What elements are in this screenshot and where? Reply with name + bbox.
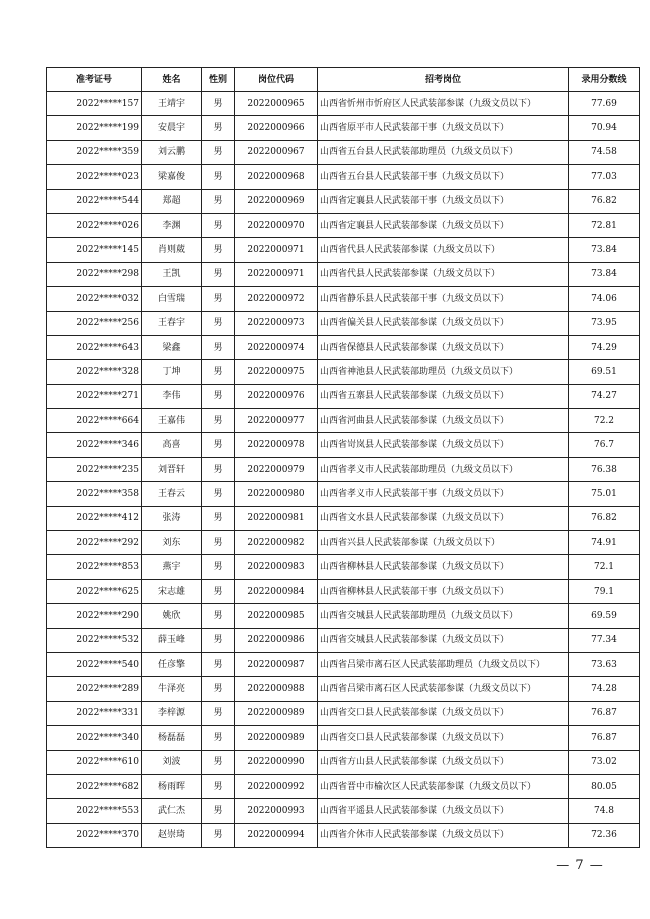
cell-position-code: 2022000993 xyxy=(235,799,318,823)
cell-exam-id: 2022*****157 xyxy=(47,92,142,116)
cell-position: 山西省柳林县人民武装部参谋（九级文员以下） xyxy=(318,555,569,579)
cell-name: 王嘉伟 xyxy=(142,409,202,433)
cell-name: 安晨宇 xyxy=(142,116,202,140)
cell-position: 山西省代县人民武装部参谋（九级文员以下） xyxy=(318,238,569,262)
cell-gender: 男 xyxy=(202,433,235,457)
cell-name: 刘云鹏 xyxy=(142,140,202,164)
cell-score: 75.01 xyxy=(569,482,640,506)
cell-score: 73.84 xyxy=(569,262,640,286)
cell-position-code: 2022000984 xyxy=(235,579,318,603)
cell-position-code: 2022000977 xyxy=(235,409,318,433)
cell-position: 山西省柳林县人民武装部干事（九级文员以下） xyxy=(318,579,569,603)
cell-score: 72.36 xyxy=(569,823,640,847)
cell-exam-id: 2022*****235 xyxy=(47,457,142,481)
cell-name: 郑超 xyxy=(142,189,202,213)
cell-position: 山西省交口县人民武装部参谋（九级文员以下） xyxy=(318,701,569,725)
cell-exam-id: 2022*****271 xyxy=(47,384,142,408)
cell-name: 赵崇琦 xyxy=(142,823,202,847)
cell-name: 姚欣 xyxy=(142,604,202,628)
cell-position-code: 2022000980 xyxy=(235,482,318,506)
table-row xyxy=(47,823,640,847)
cell-position-code: 2022000968 xyxy=(235,165,318,189)
cell-position-code: 2022000988 xyxy=(235,677,318,701)
table-header-row xyxy=(47,68,640,92)
cell-position-code: 2022000966 xyxy=(235,116,318,140)
cell-score: 72.1 xyxy=(569,555,640,579)
table-row xyxy=(47,433,640,457)
cell-name: 牛泽亮 xyxy=(142,677,202,701)
cell-exam-id: 2022*****682 xyxy=(47,774,142,798)
cell-position: 山西省交口县人民武装部参谋（九级文员以下） xyxy=(318,726,569,750)
cell-position: 山西省方山县人民武装部参谋（九级文员以下） xyxy=(318,750,569,774)
cell-gender: 男 xyxy=(202,726,235,750)
table-row xyxy=(47,92,640,116)
cell-gender: 男 xyxy=(202,482,235,506)
cell-score: 76.82 xyxy=(569,506,640,530)
cell-exam-id: 2022*****328 xyxy=(47,360,142,384)
cell-position-code: 2022000990 xyxy=(235,750,318,774)
cell-exam-id: 2022*****664 xyxy=(47,409,142,433)
cell-name: 燕宇 xyxy=(142,555,202,579)
cell-exam-id: 2022*****643 xyxy=(47,335,142,359)
table-row xyxy=(47,140,640,164)
cell-gender: 男 xyxy=(202,409,235,433)
cell-exam-id: 2022*****358 xyxy=(47,482,142,506)
cell-score: 77.03 xyxy=(569,165,640,189)
cell-position-code: 2022000973 xyxy=(235,311,318,335)
score-table xyxy=(46,67,640,848)
cell-position: 山西省河曲县人民武装部参谋（九级文员以下） xyxy=(318,409,569,433)
cell-exam-id: 2022*****610 xyxy=(47,750,142,774)
header-position-code: 岗位代码 xyxy=(235,68,318,92)
cell-score: 74.27 xyxy=(569,384,640,408)
table-row xyxy=(47,482,640,506)
cell-exam-id: 2022*****298 xyxy=(47,262,142,286)
table-row xyxy=(47,677,640,701)
cell-gender: 男 xyxy=(202,335,235,359)
cell-score: 74.29 xyxy=(569,335,640,359)
cell-exam-id: 2022*****544 xyxy=(47,189,142,213)
cell-gender: 男 xyxy=(202,360,235,384)
cell-score: 76.87 xyxy=(569,701,640,725)
cell-position-code: 2022000983 xyxy=(235,555,318,579)
cell-name: 薛玉峰 xyxy=(142,628,202,652)
cell-position: 山西省五台县人民武装部助理员（九级文员以下） xyxy=(318,140,569,164)
table-row xyxy=(47,774,640,798)
cell-gender: 男 xyxy=(202,677,235,701)
cell-score: 79.1 xyxy=(569,579,640,603)
cell-exam-id: 2022*****289 xyxy=(47,677,142,701)
cell-position-code: 2022000981 xyxy=(235,506,318,530)
header-score: 录用分数线 xyxy=(569,68,640,92)
header-gender: 性别 xyxy=(202,68,235,92)
cell-exam-id: 2022*****346 xyxy=(47,433,142,457)
table-row xyxy=(47,701,640,725)
cell-gender: 男 xyxy=(202,579,235,603)
cell-score: 74.91 xyxy=(569,531,640,555)
cell-gender: 男 xyxy=(202,116,235,140)
cell-exam-id: 2022*****370 xyxy=(47,823,142,847)
cell-position-code: 2022000986 xyxy=(235,628,318,652)
cell-gender: 男 xyxy=(202,701,235,725)
cell-position: 山西省吕梁市离石区人民武装部参谋（九级文员以下） xyxy=(318,677,569,701)
cell-gender: 男 xyxy=(202,531,235,555)
cell-gender: 男 xyxy=(202,384,235,408)
table-row xyxy=(47,628,640,652)
cell-gender: 男 xyxy=(202,774,235,798)
cell-position-code: 2022000965 xyxy=(235,92,318,116)
cell-position-code: 2022000987 xyxy=(235,652,318,676)
cell-position: 山西省交城县人民武装部助理员（九级文员以下） xyxy=(318,604,569,628)
cell-position: 山西省文水县人民武装部参谋（九级文员以下） xyxy=(318,506,569,530)
cell-exam-id: 2022*****292 xyxy=(47,531,142,555)
cell-name: 武仁杰 xyxy=(142,799,202,823)
cell-gender: 男 xyxy=(202,823,235,847)
cell-exam-id: 2022*****290 xyxy=(47,604,142,628)
cell-position-code: 2022000989 xyxy=(235,726,318,750)
cell-position: 山西省晋中市榆次区人民武装部参谋（九级文员以下） xyxy=(318,774,569,798)
cell-gender: 男 xyxy=(202,628,235,652)
cell-name: 高喜 xyxy=(142,433,202,457)
table-body xyxy=(47,92,640,848)
cell-position: 山西省保德县人民武装部参谋（九级文员以下） xyxy=(318,335,569,359)
cell-position: 山西省定襄县人民武装部干事（九级文员以下） xyxy=(318,189,569,213)
table-row xyxy=(47,287,640,311)
cell-position: 山西省交城县人民武装部参谋（九级文员以下） xyxy=(318,628,569,652)
cell-score: 72.81 xyxy=(569,213,640,237)
cell-exam-id: 2022*****540 xyxy=(47,652,142,676)
cell-name: 李梓源 xyxy=(142,701,202,725)
cell-name: 梁鑫 xyxy=(142,335,202,359)
cell-exam-id: 2022*****331 xyxy=(47,701,142,725)
table-row xyxy=(47,506,640,530)
cell-position: 山西省定襄县人民武装部参谋（九级文员以下） xyxy=(318,213,569,237)
cell-position: 山西省代县人民武装部参谋（九级文员以下） xyxy=(318,262,569,286)
cell-position: 山西省介休市人民武装部参谋（九级文员以下） xyxy=(318,823,569,847)
table-row xyxy=(47,360,640,384)
cell-name: 任彦擎 xyxy=(142,652,202,676)
cell-gender: 男 xyxy=(202,92,235,116)
cell-position: 山西省平遥县人民武装部参谋（九级文员以下） xyxy=(318,799,569,823)
cell-position: 山西省偏关县人民武装部参谋（九级文员以下） xyxy=(318,311,569,335)
cell-score: 72.2 xyxy=(569,409,640,433)
cell-position: 山西省神池县人民武装部助理员（九级文员以下） xyxy=(318,360,569,384)
header-name: 姓名 xyxy=(142,68,202,92)
cell-position: 山西省孝义市人民武装部干事（九级文员以下） xyxy=(318,482,569,506)
cell-name: 李渊 xyxy=(142,213,202,237)
cell-exam-id: 2022*****023 xyxy=(47,165,142,189)
cell-position-code: 2022000971 xyxy=(235,238,318,262)
cell-position: 山西省孝义市人民武装部助理员（九级文员以下） xyxy=(318,457,569,481)
cell-gender: 男 xyxy=(202,213,235,237)
cell-position-code: 2022000970 xyxy=(235,213,318,237)
cell-name: 杨雨晖 xyxy=(142,774,202,798)
cell-exam-id: 2022*****256 xyxy=(47,311,142,335)
cell-position-code: 2022000985 xyxy=(235,604,318,628)
cell-exam-id: 2022*****359 xyxy=(47,140,142,164)
cell-gender: 男 xyxy=(202,311,235,335)
cell-gender: 男 xyxy=(202,750,235,774)
cell-score: 69.59 xyxy=(569,604,640,628)
cell-gender: 男 xyxy=(202,457,235,481)
cell-name: 丁坤 xyxy=(142,360,202,384)
cell-name: 白雪瑞 xyxy=(142,287,202,311)
cell-name: 王春宇 xyxy=(142,311,202,335)
cell-name: 李伟 xyxy=(142,384,202,408)
cell-exam-id: 2022*****412 xyxy=(47,506,142,530)
cell-score: 77.69 xyxy=(569,92,640,116)
cell-gender: 男 xyxy=(202,165,235,189)
table-row xyxy=(47,189,640,213)
table-row xyxy=(47,335,640,359)
table-row xyxy=(47,238,640,262)
cell-position: 山西省兴县人民武装部参谋（九级文员以下） xyxy=(318,531,569,555)
cell-position: 山西省岢岚县人民武装部参谋（九级文员以下） xyxy=(318,433,569,457)
cell-position: 山西省五台县人民武装部干事（九级文员以下） xyxy=(318,165,569,189)
cell-exam-id: 2022*****853 xyxy=(47,555,142,579)
cell-position-code: 2022000989 xyxy=(235,701,318,725)
cell-position-code: 2022000969 xyxy=(235,189,318,213)
page-number: — 7 — xyxy=(556,858,604,873)
cell-position-code: 2022000982 xyxy=(235,531,318,555)
cell-score: 73.84 xyxy=(569,238,640,262)
table-row xyxy=(47,384,640,408)
cell-position-code: 2022000974 xyxy=(235,335,318,359)
cell-position-code: 2022000978 xyxy=(235,433,318,457)
cell-name: 刘东 xyxy=(142,531,202,555)
cell-score: 76.82 xyxy=(569,189,640,213)
cell-score: 69.51 xyxy=(569,360,640,384)
cell-exam-id: 2022*****625 xyxy=(47,579,142,603)
cell-score: 77.34 xyxy=(569,628,640,652)
cell-gender: 男 xyxy=(202,140,235,164)
cell-gender: 男 xyxy=(202,262,235,286)
table-row xyxy=(47,652,640,676)
cell-name: 宋志雄 xyxy=(142,579,202,603)
cell-gender: 男 xyxy=(202,287,235,311)
table-row xyxy=(47,409,640,433)
cell-name: 梁嘉俊 xyxy=(142,165,202,189)
table-row xyxy=(47,213,640,237)
cell-score: 73.02 xyxy=(569,750,640,774)
cell-position: 山西省忻州市忻府区人民武装部参谋（九级文员以下） xyxy=(318,92,569,116)
cell-gender: 男 xyxy=(202,238,235,262)
cell-position-code: 2022000971 xyxy=(235,262,318,286)
cell-name: 王靖宇 xyxy=(142,92,202,116)
cell-score: 70.94 xyxy=(569,116,640,140)
cell-position: 山西省吕梁市离石区人民武装部助理员（九级文员以下） xyxy=(318,652,569,676)
cell-exam-id: 2022*****145 xyxy=(47,238,142,262)
cell-score: 74.58 xyxy=(569,140,640,164)
table-row xyxy=(47,457,640,481)
table-row xyxy=(47,262,640,286)
cell-gender: 男 xyxy=(202,652,235,676)
cell-position: 山西省静乐县人民武装部干事（九级文员以下） xyxy=(318,287,569,311)
cell-name: 王春云 xyxy=(142,482,202,506)
cell-score: 76.7 xyxy=(569,433,640,457)
cell-position-code: 2022000976 xyxy=(235,384,318,408)
table-row xyxy=(47,750,640,774)
cell-name: 刘晋轩 xyxy=(142,457,202,481)
header-position: 招考岗位 xyxy=(318,68,569,92)
cell-score: 73.63 xyxy=(569,652,640,676)
cell-gender: 男 xyxy=(202,506,235,530)
header-exam-id: 准考证号 xyxy=(47,68,142,92)
cell-score: 73.95 xyxy=(569,311,640,335)
table-row xyxy=(47,311,640,335)
cell-score: 76.87 xyxy=(569,726,640,750)
cell-score: 80.05 xyxy=(569,774,640,798)
cell-position-code: 2022000979 xyxy=(235,457,318,481)
cell-exam-id: 2022*****026 xyxy=(47,213,142,237)
cell-exam-id: 2022*****340 xyxy=(47,726,142,750)
table-row xyxy=(47,799,640,823)
table-row xyxy=(47,165,640,189)
cell-score: 76.38 xyxy=(569,457,640,481)
cell-name: 刘波 xyxy=(142,750,202,774)
cell-position: 山西省五寨县人民武装部参谋（九级文员以下） xyxy=(318,384,569,408)
cell-exam-id: 2022*****032 xyxy=(47,287,142,311)
cell-score: 74.06 xyxy=(569,287,640,311)
table-row xyxy=(47,531,640,555)
cell-name: 张涛 xyxy=(142,506,202,530)
cell-name: 王凯 xyxy=(142,262,202,286)
cell-name: 肖则葳 xyxy=(142,238,202,262)
cell-gender: 男 xyxy=(202,555,235,579)
cell-score: 74.8 xyxy=(569,799,640,823)
table-row xyxy=(47,579,640,603)
cell-position-code: 2022000967 xyxy=(235,140,318,164)
table-row xyxy=(47,116,640,140)
table-row xyxy=(47,726,640,750)
cell-gender: 男 xyxy=(202,604,235,628)
cell-position-code: 2022000972 xyxy=(235,287,318,311)
cell-position-code: 2022000992 xyxy=(235,774,318,798)
cell-gender: 男 xyxy=(202,189,235,213)
cell-position: 山西省原平市人民武装部干事（九级文员以下） xyxy=(318,116,569,140)
cell-name: 杨磊磊 xyxy=(142,726,202,750)
cell-position-code: 2022000975 xyxy=(235,360,318,384)
cell-score: 74.28 xyxy=(569,677,640,701)
table-row xyxy=(47,555,640,579)
cell-gender: 男 xyxy=(202,799,235,823)
cell-position-code: 2022000994 xyxy=(235,823,318,847)
cell-exam-id: 2022*****199 xyxy=(47,116,142,140)
table-row xyxy=(47,604,640,628)
cell-exam-id: 2022*****532 xyxy=(47,628,142,652)
cell-exam-id: 2022*****553 xyxy=(47,799,142,823)
